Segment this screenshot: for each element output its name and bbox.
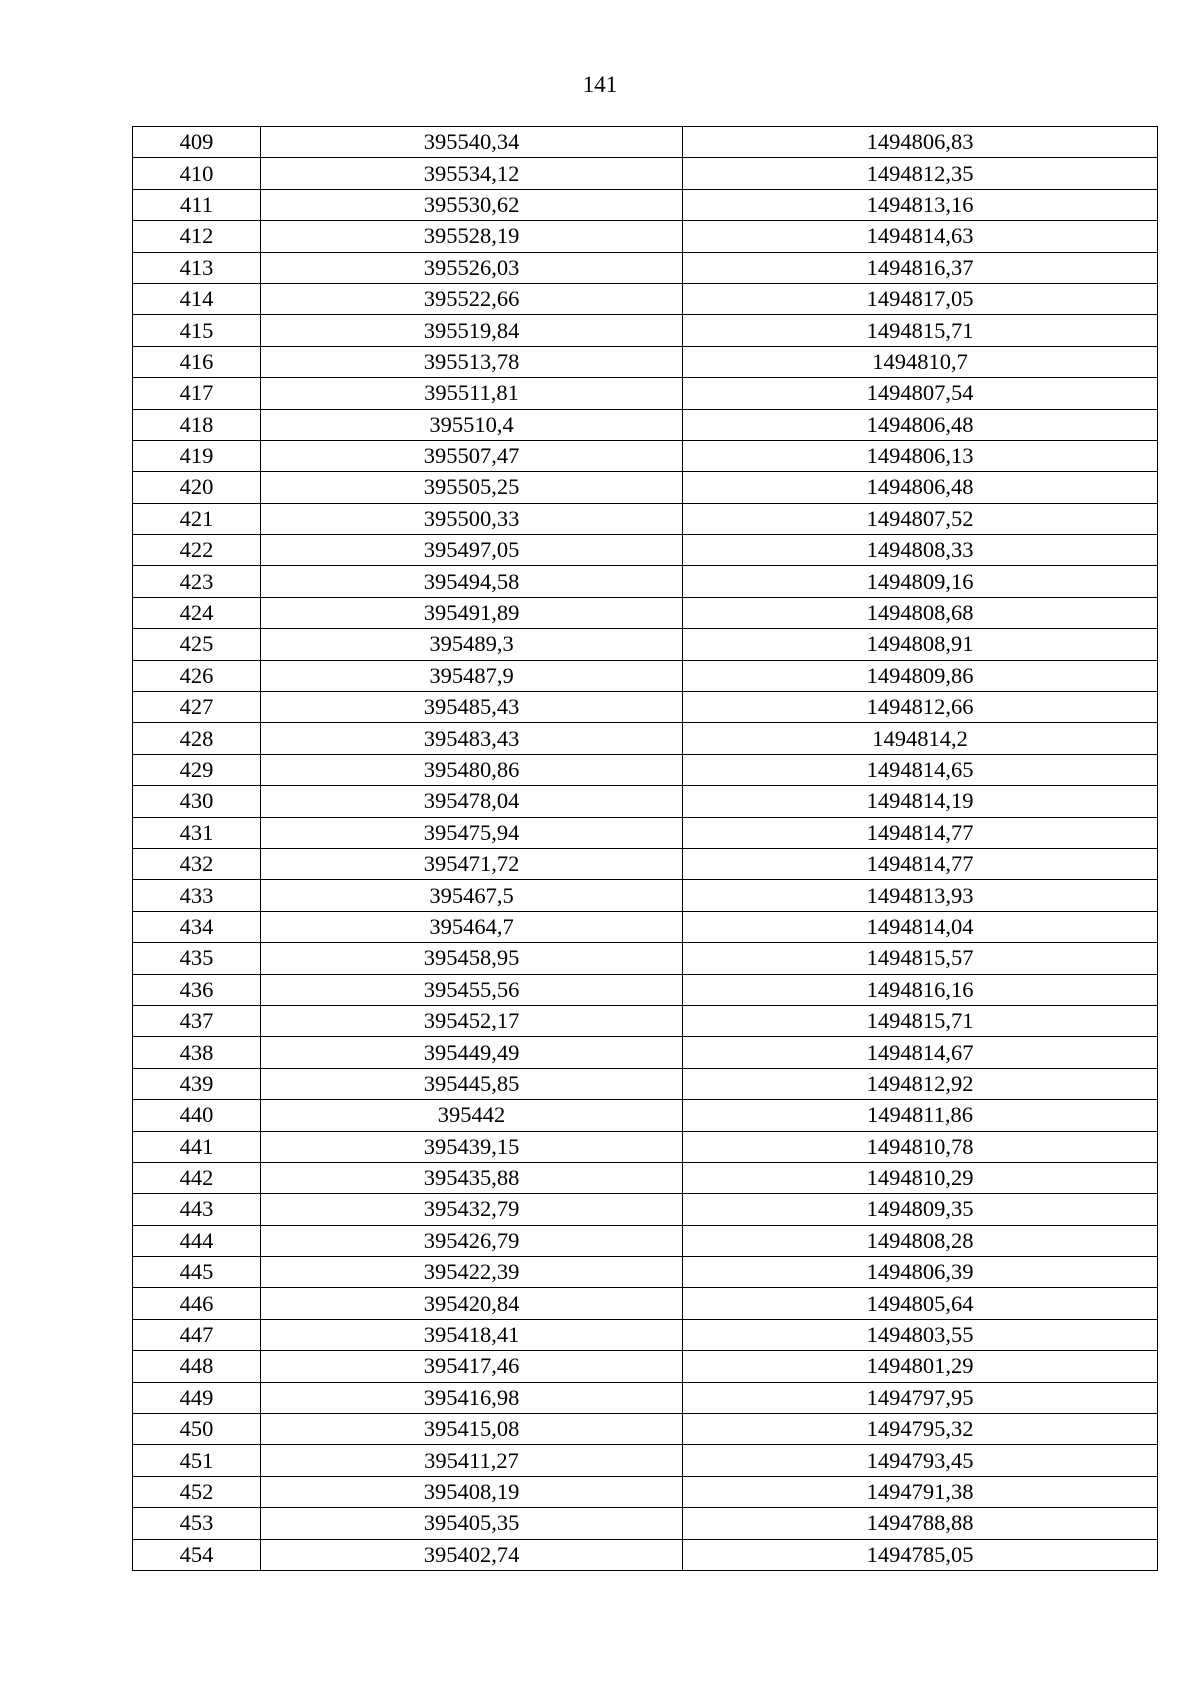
x-coordinate-cell: 395540,34	[261, 127, 683, 158]
point-number-cell: 446	[133, 1288, 261, 1319]
table-row	[133, 346, 1158, 377]
point-number-cell: 413	[133, 252, 261, 283]
y-coordinate-cell: 1494808,33	[683, 535, 1158, 566]
table-row	[133, 723, 1158, 754]
y-coordinate-cell: 1494809,35	[683, 1194, 1158, 1225]
point-number-cell: 450	[133, 1414, 261, 1445]
y-coordinate-cell: 1494815,57	[683, 943, 1158, 974]
point-number-cell: 422	[133, 535, 261, 566]
table-row	[133, 1319, 1158, 1350]
point-number-cell: 441	[133, 1131, 261, 1162]
table-row	[133, 1037, 1158, 1068]
point-number-cell: 427	[133, 692, 261, 723]
y-coordinate-cell: 1494805,64	[683, 1288, 1158, 1319]
y-coordinate-cell: 1494811,86	[683, 1100, 1158, 1131]
point-number-cell: 428	[133, 723, 261, 754]
x-coordinate-cell: 395422,39	[261, 1257, 683, 1288]
point-number-cell: 436	[133, 974, 261, 1005]
table-row	[133, 221, 1158, 252]
point-number-cell: 429	[133, 754, 261, 785]
table-row	[133, 1288, 1158, 1319]
x-coordinate-cell: 395455,56	[261, 974, 683, 1005]
table-row	[133, 1414, 1158, 1445]
y-coordinate-cell: 1494813,16	[683, 189, 1158, 220]
table-row	[133, 1508, 1158, 1539]
table-row	[133, 252, 1158, 283]
y-coordinate-cell: 1494795,32	[683, 1414, 1158, 1445]
x-coordinate-cell: 395487,9	[261, 660, 683, 691]
point-number-cell: 435	[133, 943, 261, 974]
x-coordinate-cell: 395415,08	[261, 1414, 683, 1445]
point-number-cell: 434	[133, 911, 261, 942]
x-coordinate-cell: 395522,66	[261, 283, 683, 314]
x-coordinate-cell: 395417,46	[261, 1351, 683, 1382]
point-number-cell: 444	[133, 1225, 261, 1256]
y-coordinate-cell: 1494814,77	[683, 817, 1158, 848]
table-row	[133, 1539, 1158, 1570]
y-coordinate-cell: 1494812,92	[683, 1068, 1158, 1099]
point-number-cell: 451	[133, 1445, 261, 1476]
point-number-cell: 409	[133, 127, 261, 158]
point-number-cell: 443	[133, 1194, 261, 1225]
y-coordinate-cell: 1494814,67	[683, 1037, 1158, 1068]
table-row	[133, 409, 1158, 440]
point-number-cell: 421	[133, 503, 261, 534]
table-row	[133, 1225, 1158, 1256]
y-coordinate-cell: 1494806,48	[683, 472, 1158, 503]
x-coordinate-cell: 395420,84	[261, 1288, 683, 1319]
point-number-cell: 423	[133, 566, 261, 597]
y-coordinate-cell: 1494803,55	[683, 1319, 1158, 1350]
table-row	[133, 378, 1158, 409]
table-row	[133, 440, 1158, 471]
x-coordinate-cell: 395528,19	[261, 221, 683, 252]
y-coordinate-cell: 1494815,71	[683, 1005, 1158, 1036]
table-row	[133, 566, 1158, 597]
x-coordinate-cell: 395526,03	[261, 252, 683, 283]
y-coordinate-cell: 1494812,66	[683, 692, 1158, 723]
y-coordinate-cell: 1494816,16	[683, 974, 1158, 1005]
point-number-cell: 437	[133, 1005, 261, 1036]
table-row	[133, 1005, 1158, 1036]
x-coordinate-cell: 395505,25	[261, 472, 683, 503]
table-row	[133, 189, 1158, 220]
x-coordinate-cell: 395449,49	[261, 1037, 683, 1068]
table-row	[133, 911, 1158, 942]
page-number: 141	[582, 72, 618, 97]
y-coordinate-cell: 1494806,48	[683, 409, 1158, 440]
y-coordinate-cell: 1494788,88	[683, 1508, 1158, 1539]
point-number-cell: 418	[133, 409, 261, 440]
table-row	[133, 1257, 1158, 1288]
y-coordinate-cell: 1494791,38	[683, 1476, 1158, 1507]
x-coordinate-cell: 395500,33	[261, 503, 683, 534]
table-row	[133, 1194, 1158, 1225]
table-row	[133, 1476, 1158, 1507]
point-number-cell: 410	[133, 158, 261, 189]
y-coordinate-cell: 1494793,45	[683, 1445, 1158, 1476]
table-row	[133, 1445, 1158, 1476]
x-coordinate-cell: 395471,72	[261, 848, 683, 879]
x-coordinate-cell: 395497,05	[261, 535, 683, 566]
y-coordinate-cell: 1494812,35	[683, 158, 1158, 189]
table-row	[133, 1162, 1158, 1193]
y-coordinate-cell: 1494813,93	[683, 880, 1158, 911]
x-coordinate-cell: 395480,86	[261, 754, 683, 785]
y-coordinate-cell: 1494809,86	[683, 660, 1158, 691]
table-row	[133, 692, 1158, 723]
x-coordinate-cell: 395519,84	[261, 315, 683, 346]
y-coordinate-cell: 1494808,68	[683, 597, 1158, 628]
y-coordinate-cell: 1494810,78	[683, 1131, 1158, 1162]
y-coordinate-cell: 1494810,7	[683, 346, 1158, 377]
point-number-cell: 432	[133, 848, 261, 879]
table-row	[133, 315, 1158, 346]
table-row	[133, 817, 1158, 848]
y-coordinate-cell: 1494810,29	[683, 1162, 1158, 1193]
y-coordinate-cell: 1494816,37	[683, 252, 1158, 283]
table-row	[133, 1068, 1158, 1099]
y-coordinate-cell: 1494814,77	[683, 848, 1158, 879]
y-coordinate-cell: 1494806,13	[683, 440, 1158, 471]
coordinates-table-body	[133, 127, 1158, 1571]
x-coordinate-cell: 395530,62	[261, 189, 683, 220]
x-coordinate-cell: 395534,12	[261, 158, 683, 189]
x-coordinate-cell: 395489,3	[261, 629, 683, 660]
y-coordinate-cell: 1494814,2	[683, 723, 1158, 754]
y-coordinate-cell: 1494808,28	[683, 1225, 1158, 1256]
y-coordinate-cell: 1494806,83	[683, 127, 1158, 158]
y-coordinate-cell: 1494814,04	[683, 911, 1158, 942]
y-coordinate-cell: 1494817,05	[683, 283, 1158, 314]
y-coordinate-cell: 1494814,65	[683, 754, 1158, 785]
x-coordinate-cell: 395439,15	[261, 1131, 683, 1162]
x-coordinate-cell: 395494,58	[261, 566, 683, 597]
table-row	[133, 535, 1158, 566]
table-row	[133, 629, 1158, 660]
y-coordinate-cell: 1494809,16	[683, 566, 1158, 597]
y-coordinate-cell: 1494808,91	[683, 629, 1158, 660]
point-number-cell: 440	[133, 1100, 261, 1131]
coordinates-table	[132, 126, 1158, 1571]
x-coordinate-cell: 395510,4	[261, 409, 683, 440]
x-coordinate-cell: 395507,47	[261, 440, 683, 471]
table-row	[133, 472, 1158, 503]
point-number-cell: 453	[133, 1508, 261, 1539]
y-coordinate-cell: 1494814,63	[683, 221, 1158, 252]
point-number-cell: 445	[133, 1257, 261, 1288]
point-number-cell: 426	[133, 660, 261, 691]
point-number-cell: 424	[133, 597, 261, 628]
y-coordinate-cell: 1494797,95	[683, 1382, 1158, 1413]
point-number-cell: 420	[133, 472, 261, 503]
point-number-cell: 433	[133, 880, 261, 911]
point-number-cell: 431	[133, 817, 261, 848]
point-number-cell: 447	[133, 1319, 261, 1350]
table-row	[133, 1131, 1158, 1162]
y-coordinate-cell: 1494807,54	[683, 378, 1158, 409]
y-coordinate-cell: 1494815,71	[683, 315, 1158, 346]
point-number-cell: 416	[133, 346, 261, 377]
point-number-cell: 415	[133, 315, 261, 346]
point-number-cell: 412	[133, 221, 261, 252]
y-coordinate-cell: 1494814,19	[683, 786, 1158, 817]
table-row	[133, 974, 1158, 1005]
x-coordinate-cell: 395442	[261, 1100, 683, 1131]
y-coordinate-cell: 1494785,05	[683, 1539, 1158, 1570]
x-coordinate-cell: 395478,04	[261, 786, 683, 817]
point-number-cell: 442	[133, 1162, 261, 1193]
table-row	[133, 503, 1158, 534]
point-number-cell: 449	[133, 1382, 261, 1413]
point-number-cell: 430	[133, 786, 261, 817]
table-row	[133, 754, 1158, 785]
x-coordinate-cell: 395452,17	[261, 1005, 683, 1036]
x-coordinate-cell: 395411,27	[261, 1445, 683, 1476]
x-coordinate-cell: 395513,78	[261, 346, 683, 377]
point-number-cell: 417	[133, 378, 261, 409]
x-coordinate-cell: 395432,79	[261, 1194, 683, 1225]
table-row	[133, 848, 1158, 879]
point-number-cell: 414	[133, 283, 261, 314]
point-number-cell: 452	[133, 1476, 261, 1507]
table-row	[133, 786, 1158, 817]
x-coordinate-cell: 395483,43	[261, 723, 683, 754]
x-coordinate-cell: 395464,7	[261, 911, 683, 942]
table-row	[133, 158, 1158, 189]
table-row	[133, 1351, 1158, 1382]
y-coordinate-cell: 1494806,39	[683, 1257, 1158, 1288]
x-coordinate-cell: 395485,43	[261, 692, 683, 723]
table-row	[133, 880, 1158, 911]
x-coordinate-cell: 395435,88	[261, 1162, 683, 1193]
point-number-cell: 454	[133, 1539, 261, 1570]
x-coordinate-cell: 395408,19	[261, 1476, 683, 1507]
table-row	[133, 283, 1158, 314]
point-number-cell: 425	[133, 629, 261, 660]
x-coordinate-cell: 395475,94	[261, 817, 683, 848]
x-coordinate-cell: 395458,95	[261, 943, 683, 974]
point-number-cell: 419	[133, 440, 261, 471]
table-row	[133, 1100, 1158, 1131]
x-coordinate-cell: 395402,74	[261, 1539, 683, 1570]
table-row	[133, 127, 1158, 158]
x-coordinate-cell: 395405,35	[261, 1508, 683, 1539]
table-row	[133, 943, 1158, 974]
table-row	[133, 1382, 1158, 1413]
point-number-cell: 411	[133, 189, 261, 220]
y-coordinate-cell: 1494807,52	[683, 503, 1158, 534]
x-coordinate-cell: 395416,98	[261, 1382, 683, 1413]
x-coordinate-cell: 395467,5	[261, 880, 683, 911]
point-number-cell: 439	[133, 1068, 261, 1099]
x-coordinate-cell: 395491,89	[261, 597, 683, 628]
x-coordinate-cell: 395445,85	[261, 1068, 683, 1099]
table-row	[133, 660, 1158, 691]
point-number-cell: 448	[133, 1351, 261, 1382]
x-coordinate-cell: 395426,79	[261, 1225, 683, 1256]
table-row	[133, 597, 1158, 628]
x-coordinate-cell: 395511,81	[261, 378, 683, 409]
x-coordinate-cell: 395418,41	[261, 1319, 683, 1350]
y-coordinate-cell: 1494801,29	[683, 1351, 1158, 1382]
point-number-cell: 438	[133, 1037, 261, 1068]
